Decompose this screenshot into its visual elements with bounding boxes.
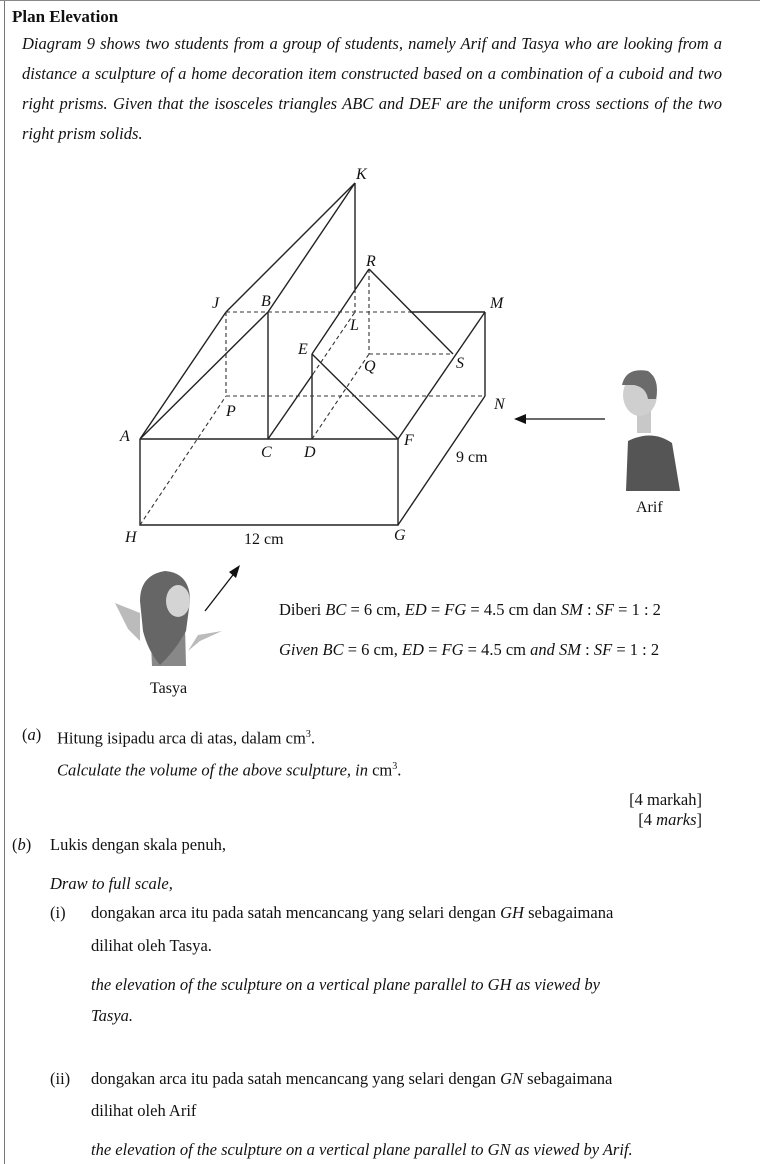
intro-paragraph: Diagram 9 shows two students from a group of students, namely Arif and Tasya who are looking from a distance a sculpture of a home decoration item constructed based on a combination of a cuboid and two right prisms. Given that the isosceles triangles ABC and DEF are the uniform cross sections of the two right prism solids.: [22, 34, 722, 143]
marks-english: [4 marks]: [638, 810, 702, 829]
arif-label: Arif: [636, 499, 663, 516]
given-english: Given BC = 6 cm, ED = FG = 4.5 cm and SM : SF = 1 : 2: [279, 640, 660, 659]
item-ii-malay: dongakan arca itu pada satah mencancang yang selari dengan GN sebagaimana: [91, 1069, 613, 1088]
vertex-A: A: [120, 428, 130, 445]
vertex-N: N: [494, 396, 505, 413]
arrow-up-right-icon: [229, 565, 240, 578]
vertex-J: J: [212, 295, 220, 312]
item-i-english: the elevation of the sculpture on a vertical plane parallel to GH as viewed by: [91, 975, 600, 994]
arif-figure: [514, 370, 680, 491]
given-malay: Diberi BC = 6 cm, ED = FG = 4.5 cm dan SM : SF = 1 : 2: [279, 600, 661, 619]
arrow-left-icon: [514, 414, 526, 424]
part-a-english: Calculate the volume of the above sculpture, in $cm^3$.: [57, 760, 402, 780]
item-i-num: (i): [50, 903, 66, 922]
vertex-E: E: [298, 341, 308, 358]
vertex-B: B: [261, 293, 271, 310]
vertex-H: H: [125, 529, 137, 546]
vertex-F: F: [404, 432, 414, 449]
marks-malay: [4 markah]: [629, 790, 702, 809]
item-ii-english: the elevation of the sculpture on a vertical plane parallel to GN as viewed by Arif.: [91, 1140, 633, 1159]
vertex-G: G: [394, 527, 406, 544]
dimension-length: 12 cm: [244, 531, 284, 548]
vertex-L: L: [350, 317, 359, 334]
vertex-K: K: [356, 166, 367, 183]
dimension-width: 9 cm: [456, 449, 488, 466]
vertex-M: M: [490, 295, 504, 312]
item-ii-malay-2: dilihat oleh Arif: [91, 1101, 197, 1120]
part-b-malay: Lukis dengan skala penuh,: [50, 835, 226, 854]
part-b-english: Draw to full scale,: [50, 874, 173, 893]
tasya-figure: [115, 565, 240, 666]
item-i-malay: dongakan arca itu pada satah mencancang yang selari dengan GH sebagaimana: [91, 903, 614, 922]
vertex-C: C: [261, 444, 272, 461]
section-title: Plan Elevation: [12, 7, 119, 26]
part-a-malay: Hitung isipadu arca di atas, dalam $cm^3$.: [57, 728, 315, 748]
item-ii-num: (ii): [50, 1069, 71, 1088]
item-i-english-2: Tasya.: [91, 1006, 134, 1025]
vertex-Q: Q: [364, 358, 376, 375]
vertex-S: S: [456, 355, 464, 372]
part-b-label: (b): [12, 835, 32, 854]
vertex-P: P: [226, 403, 236, 420]
sculpture-diagram: [0, 1, 760, 701]
part-a-label: (a): [22, 725, 42, 744]
vertex-R: R: [366, 253, 376, 270]
item-i-malay-2: dilihat oleh Tasya.: [91, 936, 212, 955]
tasya-label: Tasya: [150, 680, 188, 697]
vertex-D: D: [304, 444, 316, 461]
